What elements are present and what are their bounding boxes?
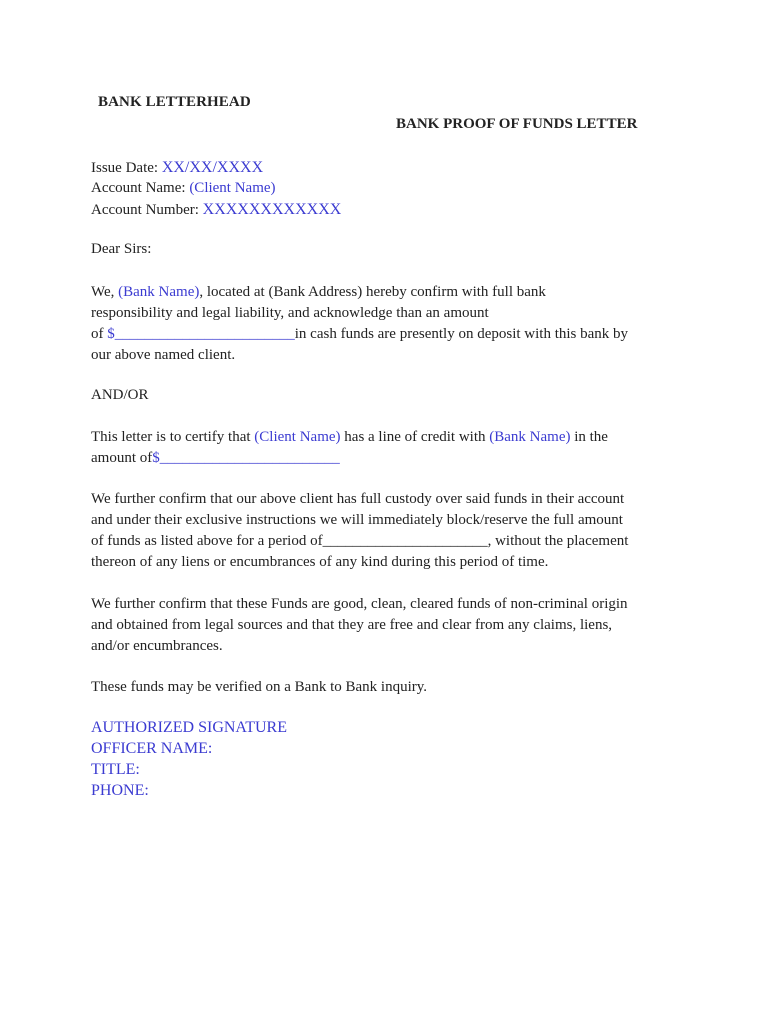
bank-letterhead: BANK LETTERHEAD <box>98 94 251 110</box>
para3-line-3: of funds as listed above for a period of______________________, without the placement <box>91 533 629 549</box>
client-name-placeholder: (Client Name) <box>254 429 341 445</box>
para1-line-4: our above named client. <box>91 347 236 363</box>
bank-name-placeholder: (Bank Name) <box>118 284 200 300</box>
salutation: Dear Sirs: <box>91 241 152 257</box>
account-number-label: Account Number: <box>91 202 199 218</box>
para4-line-2: and obtained from legal sources and that they are free and clear from any claims, liens, <box>91 617 613 633</box>
paragraph-confirmation <box>91 282 691 366</box>
para4-line-1: We further confirm that these Funds are good, clean, cleared funds of non-criminal origin <box>91 596 628 612</box>
para2-text-4: amount of <box>91 450 153 466</box>
paragraph-funds-origin <box>91 594 691 657</box>
para1-line-2: responsibility and legal liability, and acknowledge than an amount <box>91 305 489 321</box>
para2-text-3: in the <box>570 429 608 445</box>
bank-name-placeholder-2: (Bank Name) <box>489 429 571 445</box>
credit-amount-blank: $________________________ <box>152 450 340 466</box>
phone-label: PHONE: <box>91 782 149 799</box>
para2-text-2: has a line of credit with <box>340 429 490 445</box>
paragraph-verification: These funds may be verified on a Bank to Bank inquiry. <box>91 679 428 695</box>
title-label: TITLE: <box>91 761 140 778</box>
issue-date-value: XX/XX/XXXX <box>161 159 264 176</box>
issue-date-line <box>91 157 691 178</box>
para2-text-1: This letter is to certify that <box>91 429 255 445</box>
para1-text-4: in cash funds are presently on deposit with this bank by <box>294 326 629 342</box>
para3-line-2: and under their exclusive instructions we will immediately block/reserve the full amount <box>91 512 623 528</box>
account-info-block <box>91 157 691 220</box>
para1-text-1: We, <box>91 284 119 300</box>
paragraph-line-of-credit <box>91 427 691 469</box>
officer-name-label: OFFICER NAME: <box>91 740 213 757</box>
para1-text-2: , located at (Bank Address) hereby confirm with full bank <box>199 284 546 300</box>
para3-line-1: We further confirm that our above client has full custody over said funds in their account <box>91 491 625 507</box>
account-number-line <box>91 199 691 220</box>
account-number-value: XXXXXXXXXXXX <box>202 201 342 218</box>
authorized-signature-label: AUTHORIZED SIGNATURE <box>91 719 287 736</box>
account-name-label: Account Name: <box>91 180 186 196</box>
account-name-value: (Client Name) <box>189 180 276 196</box>
para3-line-4: thereon of any liens or encumbrances of any kind during this period of time. <box>91 554 549 570</box>
para4-line-3: and/or encumbrances. <box>91 638 223 654</box>
issue-date-label: Issue Date: <box>91 160 159 176</box>
account-name-line <box>91 178 691 199</box>
amount-blank: $________________________ <box>107 326 295 342</box>
signature-block <box>91 717 691 801</box>
paragraph-custody <box>91 489 691 573</box>
and-or-separator: AND/OR <box>91 387 149 403</box>
document-title: BANK PROOF OF FUNDS LETTER <box>396 116 638 132</box>
para1-text-3: of <box>91 326 108 342</box>
